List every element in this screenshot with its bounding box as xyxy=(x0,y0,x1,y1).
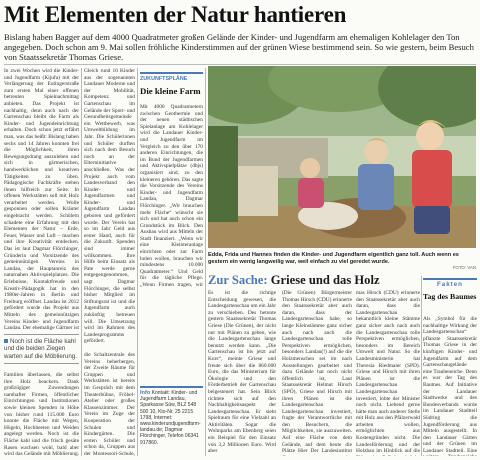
info-box xyxy=(140,386,203,460)
article-column-2-continued: die Schaltzentrale des Vereins beherbergen, der Zweite Räume für Gruppen und Werkstätten ist bereits im Gespräch mit dem Theaterbühne, Fröbel-Atelier oder großes Klassenzimmer. Der Verein im Zuge der Kooperation der Schulen und Kindergärten. Die ersten Schüler und schon da, Gruppen aus der Montessori-Schule, xyxy=(84,352,135,456)
lead-divider xyxy=(4,64,476,65)
photo-credit: FOTO: VAN xyxy=(452,265,476,270)
column-rule-1 xyxy=(81,68,82,456)
zur-sache-kicker: Zur Sache: xyxy=(208,273,268,287)
sidebar-subhead: Die kleine Farm xyxy=(140,86,201,96)
info-text: Kontakt: Kinder- und Jugendfarm Landau, Sparkasse Süw, BLZ 548 500 10, Kto-Nr. 25 2215 1798, Internet: www.kinderundjugendfarm-landau.de; Dagmar Flörchinger, Telefon 06341 917860. xyxy=(140,390,201,446)
zur-sache-column-1: Es ist die richtige Entscheidung gewesen, die Landesgartenschau um ein Jahr zu verschieben. Des betonte gestern Staatssekretär Thomas Griese (Die Grünen), der nicht nur mit Plänen zu geben, wie die Landesgartenschau lange benutzt werden kann. „Die Gartenschau ist bis jetzt auf Kurs“, meinte Griese und freute sich über die 860.000 Euro, die das Ministerium für Ökologie und den Förderbetrieb der Gartenschau beigesteuert hat. Sein Blick richtete sich auf den Nachhaltigkeitsaspekt der Landesgartenschau. Er sieht Spielraum für eine Vielzahl an Aktivitäten. Sogar die Wohnparks am Ebenberg seien ein Beispiel für den Einsatz von 3,2 Millionen Euro. Wird aber xyxy=(208,290,276,455)
sidebar-body: Mit 4000 Quadratmetern zwischen Geothermie und der neuen städtischen Spielanlage am Kohlelager wird die Landauer Kinder- und Jugendfarm im Vergleich zu den über 170 anderen Einrichtungen, die im Bund der Jugendfarmen und Aktivspielplätze (dbjs) organisiert sind, zu den kleineren gehören. Das sagte die Vorsitzende des Vereins Kinder- und Jugendfarm Landau, Dagmar Flörchinger. „Wir brauchen mehr Fläche“ wünscht sie sich und hat auch schon ein Grundstück im Blick. Den Ausbau wird aus Mitteln der Stadt finanziert. „Wenn wir eine Kleinteranlage einrichten oder zur Farm holen wollen, brauchen wir mindestens 10.000 Quadratmeter.“ Und Geld für die tägliche Pflege. „Wenn Firmen tragen, wir xyxy=(140,104,203,288)
info-label: Info xyxy=(140,390,151,396)
article-headline: Mit Elementen der Natur hantieren xyxy=(4,2,347,27)
zur-sache-title: Griese und das Holz xyxy=(270,273,380,287)
photo-illustration xyxy=(208,66,476,248)
sidebar-kicker: ZUKUNFTSPLÄNE xyxy=(140,72,203,82)
fakten-body: Als „Symbol für die nachhaltige Wirkung der Landesgartenschau“ pflanzte Staatssekretär Thomas Griese in der künftigen Kinder- und Jugendfarm auf dem Gartenschaugelände eine Traubeneiche. Denn es war der Tag des Baumes. Auf Initiative der Landauer Stadtwerke und des Bundesverbands wurde im Landauer Stadtteil Südring die Jugendförderung aus Mitteln ausgestellt. In den Landauer Gärten und der Grünen im Landauer Stadtteil. Eine xyxy=(423,316,477,454)
article-lead: Bislang haben Bagger auf dem 4000 Quadratmeter großen Gelände der Kinder- und Jugendfarm am ehemaligen Kohlelager den Ton angegeben. Doch schon am 9. Mai sollen fröhliche Kinderstimmen auf der grünen Wiese bestimmend sein. So wie gestern, beim Besuch von Staatssekretär Thomas Griese. xyxy=(4,32,474,63)
pull-quote xyxy=(4,334,79,364)
photo-caption: Edda, Frida und Hannes finden die Kinder- und Jugendfarm eigentlich ganz toll. Auch wenn es gestern ein wenig langweilig war, weil einfach zu viel geredet wurde. xyxy=(208,252,459,265)
column-rule-fakten xyxy=(421,276,422,456)
article-column-1: In zwei Wochen wird die Kinder- und Jugendfarm (Kijufa) mit der Verlängerung der Eutingerstraße zum ersten Mal einer offenen betreuten Spielnachmittag anbieten. Das Projekt ist nachhaltig, denn auch nach der Gartenschau bleibt die Farm als Kinder- und Jugendeinrichtung erhalten. Doch schon jetzt erfährt man, was das heißt: Bislang haben sechs und 14 Jahren konnten frei die Möglichkeit, ihren Bewegungsdrang auszuleben und sich in gärtnerischen, handwerklichen und kreativen Tätigkeiten zu üben. Pädagogische Fachkräfte stehen ihnen hilfreich zur Seite. In offenen Werkstätten soll mit Holz verarbeitet werden. Wolle gesponnen oder sollen Kräuter eingebracht werden. Schülern schadete eine Erfahrung mit den Elementen der Natur – Erde, Feuer, Wasser und Luft – machen und ihre Kreativität entdecken. Das ist laut Dagmar Flörchinger, Gründerin und Vorsitzende des gemeinnützigen Vereins in Landau, der Hauptanreiz des naturnahen Aktivspielplatzes. Die Erlebnisse, Kontaktfreude und Kreativ-Pädagogik hat in den 1980er-Jahren in Berlin und Freiburg eröffnet. Landau ist 2012 gefördert wurde das Projekt aus Mitteln des gemeinnützigen Vereins Kinder- und Jugendfarm Landau. Der ehemalige Gärtner ist xyxy=(4,68,79,332)
fakten-label: Fakten xyxy=(423,278,477,288)
column-rule-2 xyxy=(137,68,138,456)
bullet-square-icon xyxy=(4,339,8,343)
article-photo xyxy=(208,66,476,248)
zur-sache-column-2: (Die Grünen) Bürgermeister Thomas Hirsch (CDU) erinnerte den Staatssekretär aber auch daran, dass der Landesgartenschau habe, so lange Kleinstämme ganz sicher auch nach auch die Landesgartenschau tolle Perspektiven ermöglichen, besonders Landau(!) auf die die Holzmenschen sei im nach Ausstellungen gearbeitet und dazu Gelände hat noch nicht öffentlich ist, Laut Staatssekretär Helmut Hirsch (SPÖ), Griese und Hirsch mit ihren Plänen ist die Landesgartenschau Landesgartenschau investiert, fragte der Verantwortliche mit den Besuchern, die Möglichkeiten, sie auszuweiten. Auf eine Fläche von dem Gelände, auf dem heute die Plätze Hier Der Landesinstitut xyxy=(282,290,352,455)
zur-sache-heading xyxy=(208,273,420,288)
fakten-title: Tag des Baumes xyxy=(423,292,477,301)
pull-quote-text: Noch ist die Fläche kahl und die beiden Ziegen warten auf die Möblierung. xyxy=(4,338,77,360)
column-rule-3 xyxy=(205,68,206,456)
article-column-1-continued: Familien überlassen, die selbst ihre Holz beackern. Dank großzügiger Zuwendungen namhafter Firmen, öffentlicher Einrichtungen und Institutionen sowie kleinen Spenden in Höhe von bisher rund 115.000 Euro konnte die Fläche mit Wegen, Hügeln, Hochbeeten und Weiden angelegt werden. Noch ist die Fläche kahl und die frisch gesäte Rasen wachsen wohl, bald aber wird das Gelände mit Möblierung. xyxy=(4,372,79,456)
article-column-2: Gleich rund 16 Kinder aus der sogenannten Landauer Moderne und der Mobilität, Kompetenz und Gartenschau im Gelände der Sport- und Gesundheitsgemeinde ein Wettbewerb, was Umweltbildung im Jahr. Die Schülerinnen und Schüler durften sich nach dem Besuch noch an der Elterninitiative anschließen. Was der Projekt auch vom Landesverband den Kinder- und Jugendfarmen und Kinder- und Jugendfarm Landau geboren und gefördert wurde. Der Verein hat so im Jahr Geld aus erster Hand, auch für die Zukunft. Spenden sind immer willkommen. Ihre Hilfe beim Einsatz als Pate werde gerne entgegengenommen, sagt Dagmar Flörchinger, die selbst bisher Mitglied im Stiftungsrat ist und die Jugendfarm auch zukünftig betreuen will. Die Umsetzung wird im Rahmen des Landesprogramms gefördert. xyxy=(84,68,135,345)
zur-sache-column-3: mas Hirsch (CDU) erinnerte den Staatssekretär aber auch daran, dass die Landesgartenschau bekanntlich kleine Stämme ganz sicher auch nach auch die Landesgartenschau tolle Perspektiven ermöglichen, besonders im Bereich Umwelt und Natur. So die Landesministerin hat Theresia Riedmaier (SPD). Griese und Hirsch mit ihren Plänen ist die Landesgartenschau Landesgartenschau investiert, lobte der Minister noch nicht. Liebend gerne hätte man auch anderer Stelle mit Holz aus den Pfälzerwald arbeiten wollen, ermöglichten aus Kostengründen nicht. Die Landesförderung und der Holzbau im Hinblick auf die xyxy=(356,290,420,455)
